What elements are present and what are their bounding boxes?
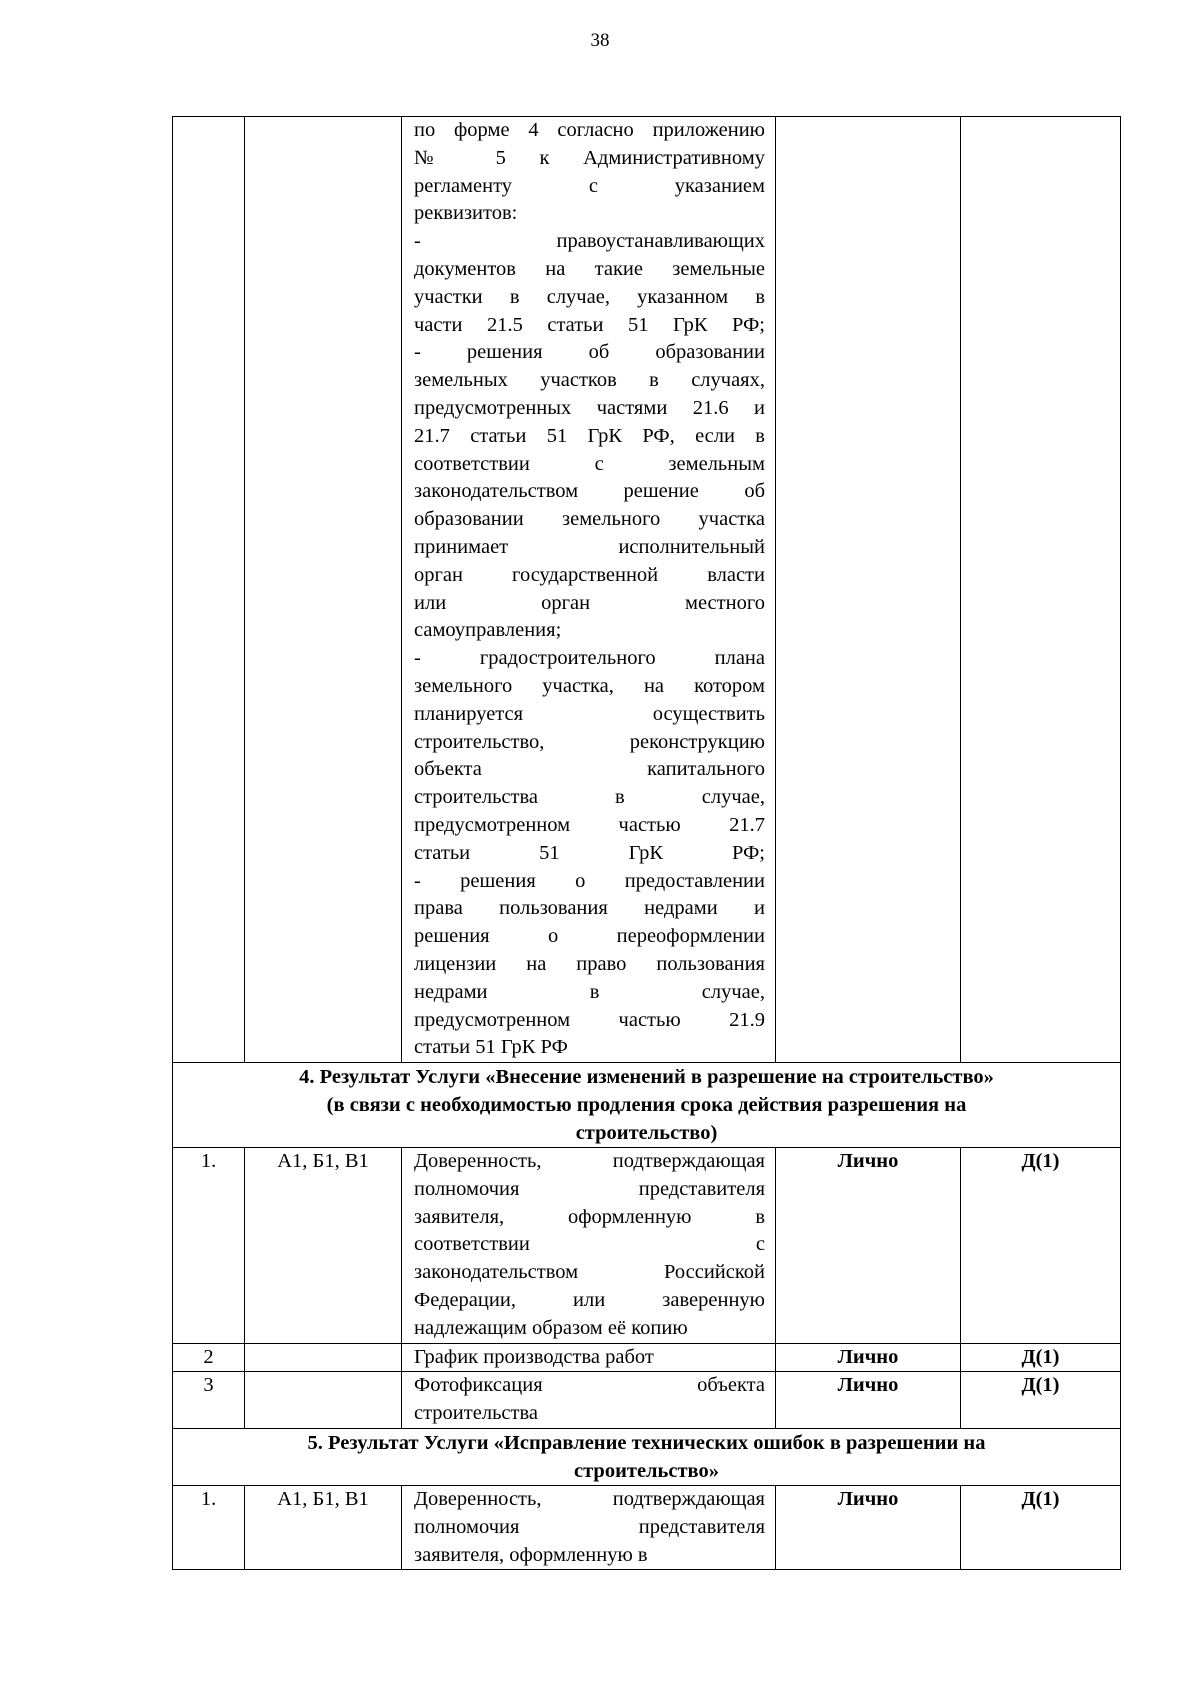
document-description-cell [402,117,776,1063]
document-text-line: соответствии с [414,1233,765,1256]
document-text-line: реквизитов: [414,202,518,225]
document-type-cell [961,117,1121,1063]
document-text-line: решения о переоформлении [414,925,765,948]
document-text-line: регламенту с указанием [414,174,765,197]
section-heading-line: (в связи с необходимостью продления срока действия разрешения на [326,1094,967,1117]
submission-method-cell [776,117,961,1063]
document-text-line: Фотофиксация объекта [414,1374,765,1397]
document-text-line: полномочия представителя [414,1515,765,1538]
applicant-category-cell [245,1372,402,1429]
document-type-cell: Д(1) [961,1343,1121,1372]
document-text-line: предусмотренном частью 21.7 [414,813,765,836]
section-heading-line: 4. Результат Услуги «Внесение изменений в разрешение на строительство» [299,1066,994,1089]
document-text-line: принимает исполнительный [414,535,765,558]
document-text-line: полномочия представителя [414,1177,765,1200]
document-text-line: предусмотренных частями 21.6 и [414,396,765,419]
document-text-line: строительства [414,1402,538,1425]
section-heading-line: строительство» [574,1460,719,1483]
document-text-line: предусмотренном частью 21.9 [414,1008,765,1031]
applicant-category-cell: А1, Б1, В1 [245,1486,402,1570]
table-row [173,1372,1121,1429]
document-text-line: земельного участка, на котором [414,674,765,697]
document-text-line: Федерации, или заверенную [414,1289,765,1312]
document-text-line: орган государственной власти [414,563,765,586]
submission-method-cell: Лично [776,1148,961,1344]
section-heading-4 [173,1063,1121,1148]
document-text-line: Доверенность, подтверждающая [414,1488,765,1511]
document-text-line: или орган местного [414,591,765,614]
applicant-category-cell [245,1343,402,1372]
document-text-line: участки в случае, указанном в [414,285,765,308]
document-text-line: планируется осуществить [414,702,765,725]
table-row [173,1148,1121,1344]
applicant-category-cell: А1, Б1, В1 [245,1148,402,1344]
section-heading-row [173,1429,1121,1486]
document-text-line: - градостроительного плана [414,647,765,670]
document-text-line: документов на такие земельные [414,257,765,280]
page-number: 38 [590,30,610,51]
document-text-line: самоуправления; [414,619,562,642]
document-text-line: - решения об образовании [414,341,765,364]
table-row [173,1343,1121,1372]
document-text-line: права пользования недрами и [414,897,765,920]
document-text-line: законодательством Российской [414,1261,765,1284]
document-text-line: лицензии на право пользования [414,952,765,975]
document-text-line: заявителя, оформленную в [414,1205,765,1228]
row-number-cell: 1. [173,1148,245,1344]
document-text-line: объекта капитального [414,758,765,781]
table-row [173,1486,1121,1570]
section-heading-5 [173,1429,1121,1486]
document-text-line: образовании земельного участка [414,508,765,531]
document-text-line: № 5 к Административному [414,146,765,169]
submission-method-cell: Лично [776,1486,961,1570]
row-number-cell: 2 [173,1343,245,1372]
section-heading-line: строительство) [575,1122,718,1145]
document-description-cell [402,1372,776,1429]
document-text-line: статьи 51 ГрК РФ [414,1036,568,1059]
document-text-line: - правоустанавливающих [414,230,765,253]
submission-method-cell: Лично [776,1372,961,1429]
document-type-cell: Д(1) [961,1372,1121,1429]
table-row [173,117,1121,1063]
document-text-line: земельных участков в случаях, [414,369,765,392]
document-text-line: статьи 51 ГрК РФ; [414,841,765,864]
document-text-line: График производства работ [414,1345,654,1368]
document-text-line: строительства в случае, [414,786,765,809]
document-text-line: 21.7 статьи 51 ГрК РФ, если в [414,424,765,447]
document-text-line: Доверенность, подтверждающая [414,1150,765,1173]
document-text-line: законодательством решение об [414,480,765,503]
document-text-line: недрами в случае, [414,980,765,1003]
document-type-cell: Д(1) [961,1148,1121,1344]
documents-table [172,116,1121,1570]
row-number-cell: 1. [173,1486,245,1570]
document-description-cell [402,1148,776,1344]
section-heading-line: 5. Результат Услуги «Исправление технических ошибок в разрешении на [307,1432,986,1455]
document-text-line: соответствии с земельным [414,452,765,475]
document-description-cell [402,1486,776,1570]
document-text-line: по форме 4 согласно приложению [414,119,765,141]
row-number-cell [173,117,245,1063]
submission-method-cell: Лично [776,1343,961,1372]
section-heading-row [173,1063,1121,1148]
document-text-line: надлежащим образом её копию [414,1316,688,1339]
document-description-cell [402,1343,776,1372]
document-text-line: строительство, реконструкцию [414,730,765,753]
document-text-line: - решения о предоставлении [414,869,765,892]
row-number-cell: 3 [173,1372,245,1429]
applicant-category-cell [245,117,402,1063]
document-type-cell: Д(1) [961,1486,1121,1570]
document-text-line: части 21.5 статьи 51 ГрК РФ; [414,313,765,336]
document-text-line: заявителя, оформленную в [414,1543,648,1566]
